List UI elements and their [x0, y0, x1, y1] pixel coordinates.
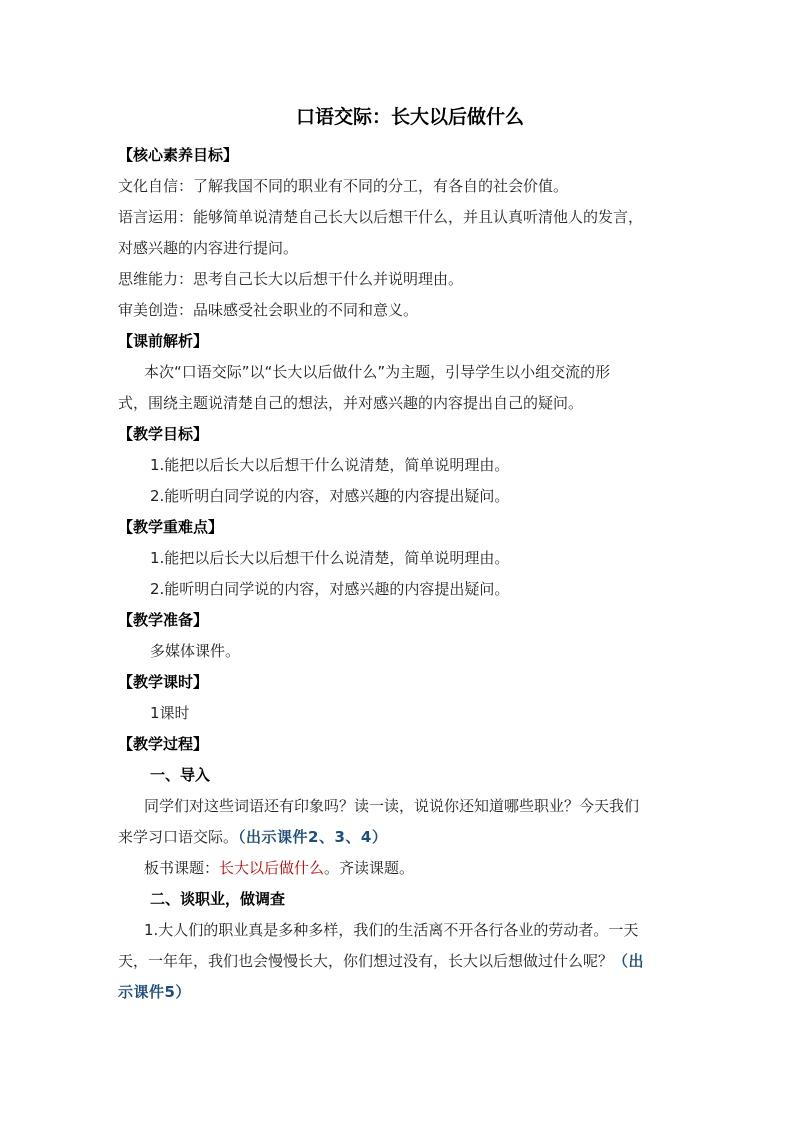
section-heading-analysis: 【课前解析】 [118, 332, 209, 350]
core-item-thinking: 思维能力：思考自己长大以后想干什么并说明理由。 [118, 270, 464, 288]
section-heading-process: 【教学过程】 [118, 735, 209, 753]
section-heading-core: 【核心素养目标】 [118, 146, 239, 164]
step2-line-1: 1.大人们的职业真是多种多样，我们的生活离不开各行各业的劳动者。一天 [144, 921, 639, 939]
section-heading-hours: 【教学课时】 [118, 673, 209, 691]
keypoint-item-2: 2.能听明白同学说的内容，对感兴趣的内容提出疑问。 [150, 580, 510, 598]
step1-line-1: 同学们对这些词语还有印象吗？读一读，说说你还知道哪些职业？今天我们 [144, 797, 640, 815]
analysis-line-2: 式，围绕主题说清楚自己的想法，并对感兴趣的内容提出自己的疑问。 [118, 394, 584, 412]
core-item-aesthetic: 审美创造：品味感受社会职业的不同和意义。 [118, 301, 419, 319]
step2-courseware-ref-a: （出 [613, 952, 645, 970]
analysis-line-1: 本次“口语交际”以“长大以后做什么”为主题，引导学生以小组交流的形 [144, 363, 611, 381]
section-heading-prep: 【教学准备】 [118, 611, 209, 629]
hours-text: 1课时 [150, 704, 190, 722]
step1-board-line [118, 853, 702, 884]
step2-title: 二、谈职业，做调查 [150, 890, 286, 908]
step2-line-2 [118, 946, 702, 977]
board-suffix: 。齐读课题。 [324, 859, 415, 877]
step2-line-3 [118, 977, 702, 1008]
step1-courseware-ref: （出示课件2、3、4） [238, 828, 388, 846]
step1-line-2-text: 来学习口语交际。 [118, 828, 239, 846]
step2-courseware-ref-b: 示课件5） [118, 983, 191, 1001]
section-heading-keypoints: 【教学重难点】 [118, 518, 224, 536]
core-item-language: 语言运用：能够简单说清楚自己长大以后想干什么，并且认真听清他人的发言， [118, 208, 644, 226]
board-topic: 长大以后做什么 [219, 859, 325, 877]
document-title: 口语交际：长大以后做什么 [295, 106, 524, 128]
step1-line-2 [118, 822, 702, 853]
core-item-language-cont: 对感兴趣的内容进行提问。 [118, 239, 299, 257]
board-prefix: 板书课题： [144, 859, 220, 877]
goal-item-1: 1.能把以后长大以后想干什么说清楚，简单说明理由。 [150, 456, 510, 474]
core-item-culture: 文化自信：了解我国不同的职业有不同的分工，有各自的社会价值。 [118, 177, 569, 195]
step2-line-2-text: 天，一年年，我们也会慢慢长大，你们想过没有，长大以后想做过什么呢？ [118, 952, 614, 970]
goal-item-2: 2.能听明白同学说的内容，对感兴趣的内容提出疑问。 [150, 487, 510, 505]
section-heading-goals: 【教学目标】 [118, 425, 209, 443]
step1-title: 一、导入 [150, 766, 211, 784]
prep-text: 多媒体课件。 [150, 642, 241, 660]
keypoint-item-1: 1.能把以后长大以后想干什么说清楚，简单说明理由。 [150, 549, 510, 567]
